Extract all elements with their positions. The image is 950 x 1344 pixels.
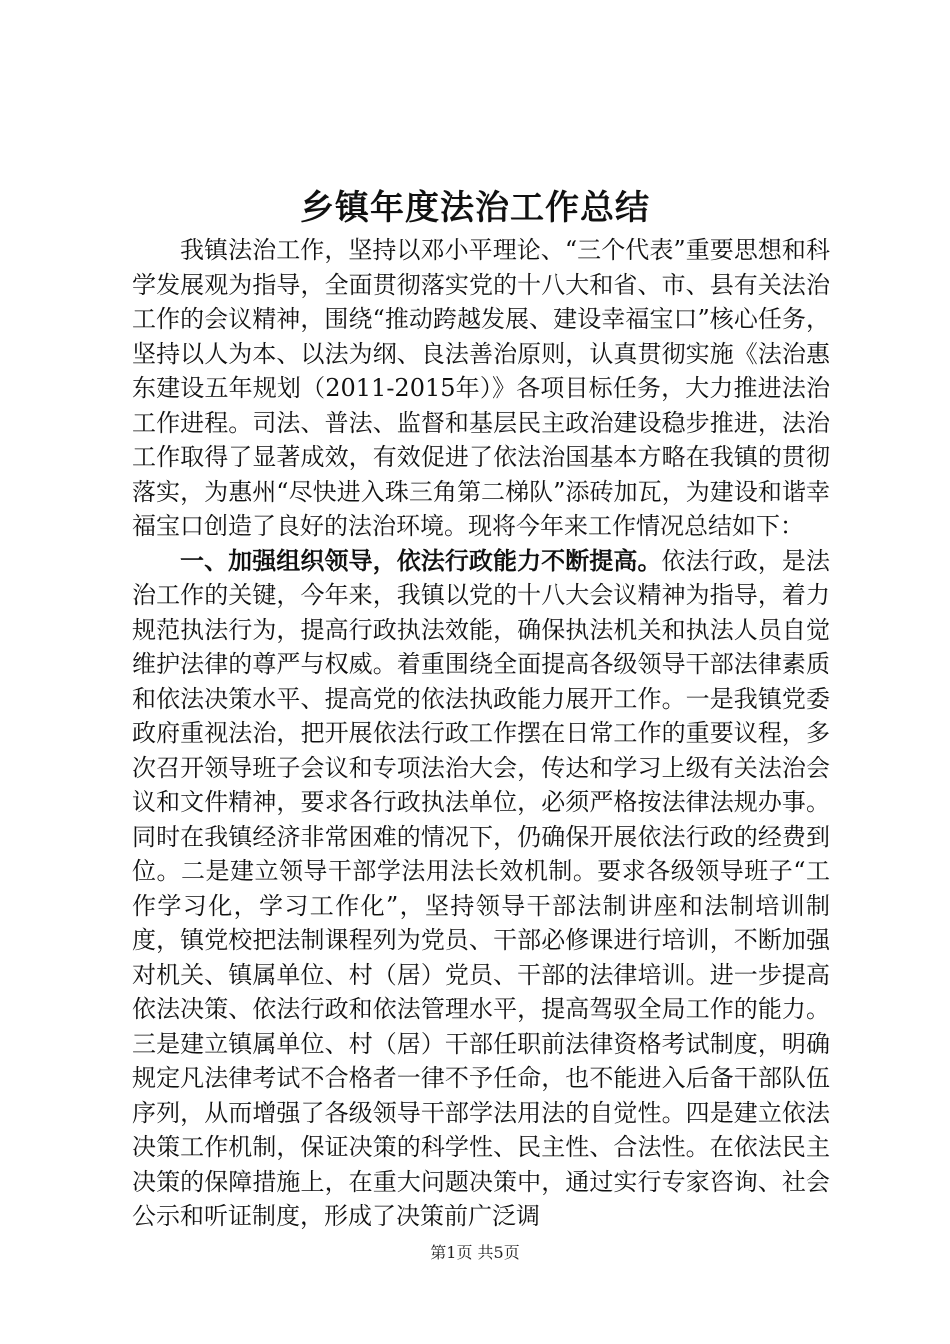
document-body [132,233,830,1234]
intro-paragraph-text: 我镇法治工作，坚持以邓小平理论、“三个代表”重要思想和科学发展观为指导，全面贯彻落实党的十八大和省、市、县有关法治工作的会议精神，围绕“推动跨越发展、建设幸福宝口”核心任务，坚持以人为本、以法为纲、良法善治原则，认真贯彻实施《法治惠东建设五年规划（2011-2015年）》各项目标任务，大力推进法治工作进程。司法、普法、监督和基层民主政治建设稳步推进，法治工作取得了显著成效，有效促进了依法治国基本方略在我镇的贯彻落实，为惠州“尽快进入珠三角第二梯队”添砖加瓦，为建设和谐幸福宝口创造了良好的法治环境。现将今年来工作情况总结如下： [132,236,830,540]
section-one-text: 依法行政，是法治工作的关键，今年来，我镇以党的十八大会议精神为指导，着力规范执法行为，提高行政执法效能，确保执法机关和执法人员自觉维护法律的尊严与权威。着重围绕全面提高各级领导干部法律素质和依法决策水平、提高党的依法执政能力展开工作。一是我镇党委政府重视法治，把开展依法行政工作摆在日常工作的重要议程，多次召开领导班子会议和专项法治大会，传达和学习上级有关法治会议和文件精神，要求各行政执法单位，必须严格按法律法规办事。同时在我镇经济非常困难的情况下，仍确保开展依法行政的经费到位。二是建立领导干部学法用法长效机制。要求各级领导班子“工作学习化，学习工作化”，坚持领导干部法制讲座和法制培训制度，镇党校把法制课程列为党员、干部必修课进行培训，不断加强对机关、镇属单位、村（居）党员、干部的法律培训。进一步提高依法决策、依法行政和依法管理水平，提高驾驭全局工作的能力。三是建立镇属单位、村（居）干部任职前法律资格考试制度，明确规定凡法律考试不合格者一律不予任命，也不能进入后备干部队伍序列，从而增强了各级领导干部学法用法的自觉性。四是建立依法决策工作机制，保证决策的科学性、民主性、合法性。在依法民主决策的保障措施上，在重大问题决策中，通过实行专家咨询、社会公示和听证制度，形成了决策前广泛调 [132,546,831,1230]
document-title: 乡镇年度法治工作总结 [300,188,650,228]
page-number-footer: 第1页 共5页 [430,1243,520,1262]
intro-paragraph [132,233,830,544]
section-one-paragraph [132,544,830,1234]
section-one-heading: 一、加强组织领导，依法行政能力不断提高。 [180,546,662,575]
